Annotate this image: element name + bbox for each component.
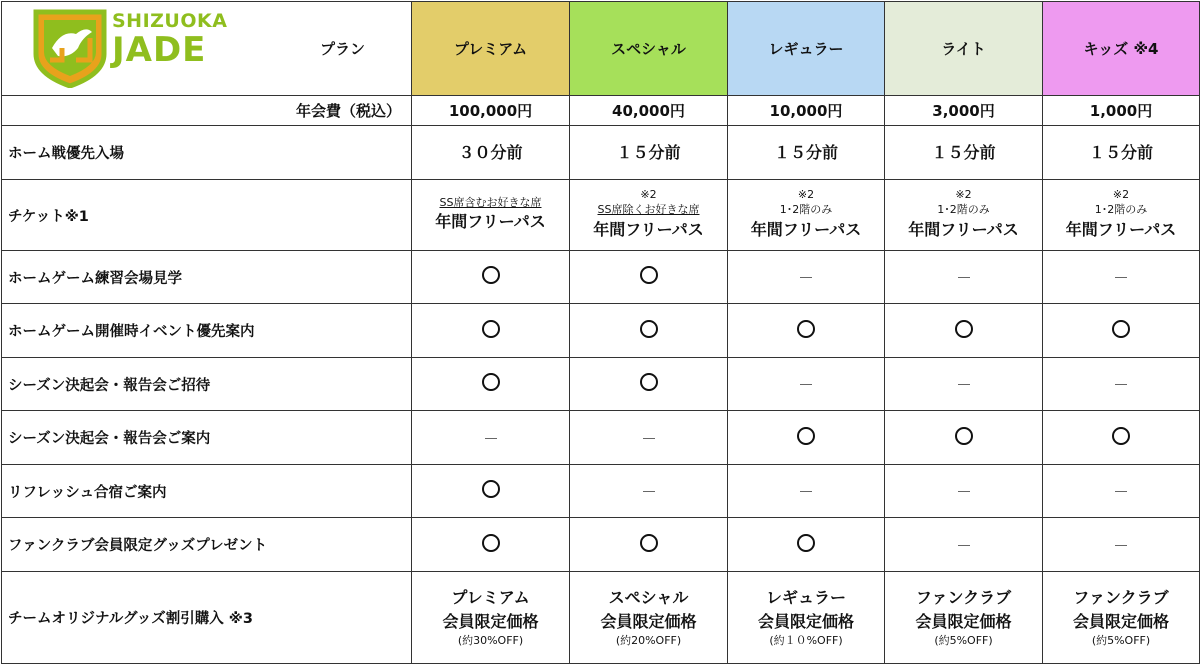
benefit-mark bbox=[728, 358, 885, 411]
not-included-dash-icon bbox=[1115, 384, 1127, 385]
discount-line1: スペシャル bbox=[608, 588, 689, 608]
benefit-mark bbox=[412, 304, 570, 358]
discount-cell-light bbox=[885, 572, 1043, 664]
discount-line3: (約20%OFF) bbox=[615, 634, 682, 648]
benefit-mark bbox=[885, 251, 1043, 304]
jade-shield-logo-icon bbox=[32, 8, 108, 88]
not-included-dash-icon bbox=[643, 491, 655, 492]
ticket-note: ※2 bbox=[955, 188, 972, 202]
membership-table bbox=[1, 1, 1200, 664]
fee-special: 40,000円 bbox=[570, 96, 728, 126]
not-included-dash-icon bbox=[958, 545, 970, 546]
ticket-pass: 年間フリーパス bbox=[750, 219, 862, 239]
benefit-mark bbox=[1043, 411, 1200, 465]
priority-entry-value: １５分前 bbox=[885, 126, 1043, 180]
benefit-mark bbox=[728, 518, 885, 572]
benefit-mark bbox=[885, 465, 1043, 518]
not-included-dash-icon bbox=[958, 491, 970, 492]
ticket-label: チケット※1 bbox=[2, 180, 412, 251]
benefit-mark bbox=[570, 304, 728, 358]
included-circle-icon bbox=[797, 534, 815, 552]
plan-column-label: プラン bbox=[320, 40, 366, 58]
not-included-dash-icon bbox=[485, 438, 497, 439]
included-circle-icon bbox=[1112, 427, 1130, 445]
benefit-mark bbox=[885, 358, 1043, 411]
benefit-mark bbox=[728, 411, 885, 465]
included-circle-icon bbox=[955, 427, 973, 445]
included-circle-icon bbox=[640, 534, 658, 552]
discount-line3: (約5%OFF) bbox=[934, 634, 993, 648]
discount-line1: レギュラー bbox=[765, 588, 846, 608]
plan-header-premium: プレミアム bbox=[412, 2, 570, 96]
ticket-cell-light bbox=[885, 180, 1043, 251]
discount-label: チームオリジナルグッズ割引購入 ※3 bbox=[2, 572, 412, 664]
discount-cell-premium bbox=[412, 572, 570, 664]
not-included-dash-icon bbox=[800, 384, 812, 385]
not-included-dash-icon bbox=[800, 491, 812, 492]
discount-line1: ファンクラブ bbox=[1073, 588, 1169, 608]
ticket-desc: 1･2階のみ bbox=[1094, 203, 1148, 216]
plan-header-light: ライト bbox=[885, 2, 1043, 96]
included-circle-icon bbox=[482, 320, 500, 338]
plan-header-special: スペシャル bbox=[570, 2, 728, 96]
not-included-dash-icon bbox=[958, 277, 970, 278]
included-circle-icon bbox=[482, 534, 500, 552]
included-circle-icon bbox=[640, 373, 658, 391]
priority-entry-value: １５分前 bbox=[570, 126, 728, 180]
fee-kids: 1,000円 bbox=[1043, 96, 1200, 126]
priority-entry-row bbox=[2, 126, 1200, 180]
benefit-mark bbox=[570, 411, 728, 465]
benefit-mark bbox=[412, 518, 570, 572]
benefit-row bbox=[2, 411, 1200, 465]
ticket-pass: 年間フリーパス bbox=[1065, 219, 1177, 239]
ticket-note: ※2 bbox=[640, 188, 657, 202]
ticket-cell-regular bbox=[728, 180, 885, 251]
fee-premium: 100,000円 bbox=[412, 96, 570, 126]
discount-cell-regular bbox=[728, 572, 885, 664]
ticket-cell-kids bbox=[1043, 180, 1200, 251]
discount-line2: 会員限定価格 bbox=[757, 612, 854, 632]
priority-entry-value: １５分前 bbox=[1043, 126, 1200, 180]
benefit-row bbox=[2, 251, 1200, 304]
included-circle-icon bbox=[640, 266, 658, 284]
benefit-label: リフレッシュ合宿ご案内 bbox=[2, 465, 412, 518]
priority-entry-value: １５分前 bbox=[728, 126, 885, 180]
benefit-label: ホームゲーム練習会場見学 bbox=[2, 251, 412, 304]
benefit-mark bbox=[885, 518, 1043, 572]
benefit-mark bbox=[412, 465, 570, 518]
benefit-mark bbox=[728, 251, 885, 304]
benefit-mark bbox=[1043, 518, 1200, 572]
benefit-mark bbox=[412, 411, 570, 465]
benefit-mark bbox=[570, 251, 728, 304]
ticket-note: ※2 bbox=[797, 188, 815, 202]
discount-line3: (約１０%OFF) bbox=[769, 634, 843, 648]
benefit-row bbox=[2, 358, 1200, 411]
ticket-cell-premium bbox=[412, 180, 570, 251]
ticket-cell-special bbox=[570, 180, 728, 251]
discount-line2: 会員限定価格 bbox=[600, 612, 697, 632]
benefit-label: ホームゲーム開催時イベント優先案内 bbox=[2, 304, 412, 358]
ticket-pass: 年間フリーパス bbox=[435, 212, 546, 232]
included-circle-icon bbox=[482, 480, 500, 498]
benefit-mark bbox=[885, 411, 1043, 465]
fee-row bbox=[2, 96, 1200, 126]
logo-cell bbox=[2, 2, 412, 96]
discount-line3: (約5%OFF) bbox=[1091, 634, 1151, 648]
plan-header-kids: キッズ ※4 bbox=[1043, 2, 1200, 96]
logo-line1: SHIZUOKA bbox=[112, 10, 228, 32]
benefit-mark bbox=[885, 304, 1043, 358]
benefit-mark bbox=[1043, 465, 1200, 518]
not-included-dash-icon bbox=[643, 438, 655, 439]
benefit-label: シーズン決起会・報告会ご案内 bbox=[2, 411, 412, 465]
discount-cell-kids bbox=[1043, 572, 1200, 664]
included-circle-icon bbox=[955, 320, 973, 338]
ticket-row bbox=[2, 180, 1200, 251]
fee-regular: 10,000円 bbox=[728, 96, 885, 126]
discount-line3: (約30%OFF) bbox=[457, 634, 524, 648]
plan-header-regular: レギュラー bbox=[728, 2, 885, 96]
benefit-label: シーズン決起会・報告会ご招待 bbox=[2, 358, 412, 411]
discount-row bbox=[2, 572, 1200, 664]
ticket-desc: SS席含むお好きな席 bbox=[439, 195, 542, 209]
ticket-desc: 1･2階のみ bbox=[937, 203, 990, 216]
fee-light: 3,000円 bbox=[885, 96, 1043, 126]
logo-wordmark bbox=[112, 10, 228, 70]
benefit-mark bbox=[1043, 304, 1200, 358]
ticket-desc: SS席除くお好きな席 bbox=[597, 203, 700, 216]
not-included-dash-icon bbox=[958, 384, 970, 385]
not-included-dash-icon bbox=[1115, 277, 1127, 278]
not-included-dash-icon bbox=[800, 277, 812, 278]
discount-line2: 会員限定価格 bbox=[442, 612, 539, 632]
ticket-pass: 年間フリーパス bbox=[593, 219, 704, 239]
discount-line1: ファンクラブ bbox=[915, 588, 1012, 608]
benefit-mark bbox=[570, 518, 728, 572]
benefit-mark bbox=[728, 304, 885, 358]
priority-entry-value: ３０分前 bbox=[412, 126, 570, 180]
benefit-row bbox=[2, 465, 1200, 518]
benefit-row bbox=[2, 518, 1200, 572]
benefit-mark bbox=[728, 465, 885, 518]
discount-line1: プレミアム bbox=[451, 588, 530, 608]
benefit-mark bbox=[412, 251, 570, 304]
not-included-dash-icon bbox=[1115, 491, 1127, 492]
included-circle-icon bbox=[482, 373, 500, 391]
benefit-mark bbox=[412, 358, 570, 411]
benefit-row bbox=[2, 304, 1200, 358]
benefit-label: ファンクラブ会員限定グッズプレゼント bbox=[2, 518, 412, 572]
logo-line2: JADE bbox=[112, 30, 207, 70]
discount-cell-special bbox=[570, 572, 728, 664]
included-circle-icon bbox=[1112, 320, 1130, 338]
benefit-mark bbox=[570, 465, 728, 518]
benefit-mark bbox=[1043, 251, 1200, 304]
benefit-mark bbox=[1043, 358, 1200, 411]
included-circle-icon bbox=[797, 427, 815, 445]
priority-entry-label: ホーム戦優先入場 bbox=[2, 126, 412, 180]
plan-header-row bbox=[2, 2, 1200, 96]
benefit-mark bbox=[570, 358, 728, 411]
included-circle-icon bbox=[797, 320, 815, 338]
ticket-pass: 年間フリーパス bbox=[908, 219, 1019, 239]
fee-label: 年会費（税込） bbox=[2, 96, 412, 126]
ticket-desc: 1･2階のみ bbox=[779, 203, 833, 216]
discount-line2: 会員限定価格 bbox=[1072, 612, 1169, 632]
ticket-note: ※2 bbox=[1112, 188, 1130, 202]
included-circle-icon bbox=[640, 320, 658, 338]
included-circle-icon bbox=[482, 266, 500, 284]
not-included-dash-icon bbox=[1115, 545, 1127, 546]
discount-line2: 会員限定価格 bbox=[915, 612, 1012, 632]
